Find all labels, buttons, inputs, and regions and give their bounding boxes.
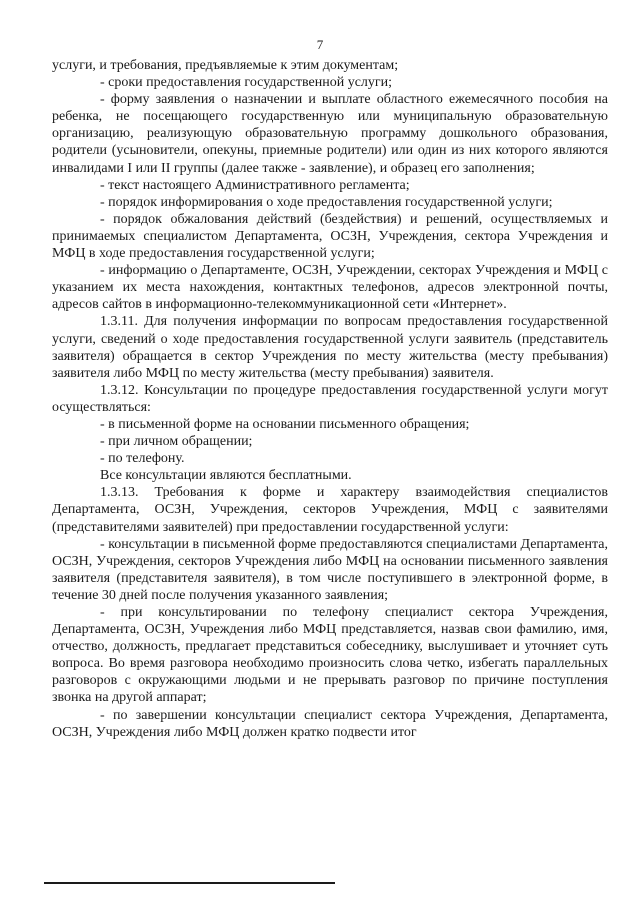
clause-1-3-12: 1.3.12. Консультации по процедуре предоставления государственной услуги могут осуществляться: xyxy=(52,382,608,415)
paragraph-free-consultations: Все консультации являются бесплатными. xyxy=(100,468,352,484)
list-item-written-consultations: - консультации в письменной форме предоставляются специалистами Департамента, ОСЗН, Учреждения, секторов Учреждения либо МФЦ на основании письменного заявления заявителя (представителя заявителя), в том числе поступившего в электронной форме, в течение 30 дней после получения указанного заявления; xyxy=(52,536,608,603)
list-item-informing-procedure: - порядок информирования о ходе предоставления государственной услуги; xyxy=(100,194,553,210)
list-item-department-info: - информацию о Департаменте, ОСЗН, Учреждении, секторах Учреждения и МФЦ с указанием их места нахождения, контактных телефонов, адресов электронной почты, адресов сайтов в информационно-телекоммуникационной сети «Интернет». xyxy=(52,263,608,313)
list-item-in-person: - при личном обращении; xyxy=(100,434,253,450)
page-number: 7 xyxy=(316,37,324,52)
list-item-written-form: - в письменной форме на основании письменного обращения; xyxy=(100,416,470,432)
list-item-application-form: - форму заявления о назначении и выплате областного ежемесячного пособия на ребенка, не посещающего государственную или муниципальную образовательную организацию, реализующую образовательную программу дошкольного образования, родители (усыновители, опекуны, приемные родители) или один из них которого являются инвалидами I или II группы (далее также - заявление), и образец его заполнения; xyxy=(52,92,608,176)
list-item-phone-consultations: - при консультировании по телефону специалист сектора Учреждения, Департамента, ОСЗН, Учреждения либо МФЦ представляется, назвав свои фамилию, имя, отчество, должность, предлагает представиться собеседнику, выслушивает и уточняет суть вопроса. Во время разговора необходимо произносить слова четко, избегать параллельных разговоров с окружающими людьми и не прерывать разговор по причине поступления звонка на другой аппарат; xyxy=(52,605,608,706)
clause-1-3-11: 1.3.11. Для получения информации по вопросам предоставления государственной услуги, сведений о ходе предоставления государственной услуги заявитель (представитель заявителя) обращается в сектор Учреждения по месту жительства (месту пребывания) заявителя либо МФЦ по месту жительства (месту пребывания) заявителя. xyxy=(52,314,608,381)
list-item-regulation-text: - текст настоящего Административного регламента; xyxy=(100,177,410,193)
bottom-divider xyxy=(44,882,335,884)
paragraph-continuation: услуги, и требования, предъявляемые к этим документам; xyxy=(52,58,399,73)
document-body xyxy=(52,57,608,741)
list-item-deadlines: - сроки предоставления государственной услуги; xyxy=(100,75,393,91)
clause-1-3-13: 1.3.13. Требования к форме и характеру взаимодействия специалистов Департамента, ОСЗН, Учреждения, секторов Учреждения, МФЦ с заявителями (представителями заявителей) при предоставлении государственной услуги: xyxy=(52,485,608,535)
list-item-by-phone: - по телефону. xyxy=(100,451,185,467)
list-item-consultation-end: - по завершении консультации специалист сектора Учреждения, Департамента, ОСЗН, Учреждения либо МФЦ должен кратко подвести итог xyxy=(52,707,608,740)
list-item-appeal-procedure: - порядок обжалования действий (бездействия) и решений, осуществляемых и принимаемых специалистом Департамента, ОСЗН, Учреждения, сектора Учреждения и МФЦ в ходе предоставления государственной услуги; xyxy=(52,211,608,262)
